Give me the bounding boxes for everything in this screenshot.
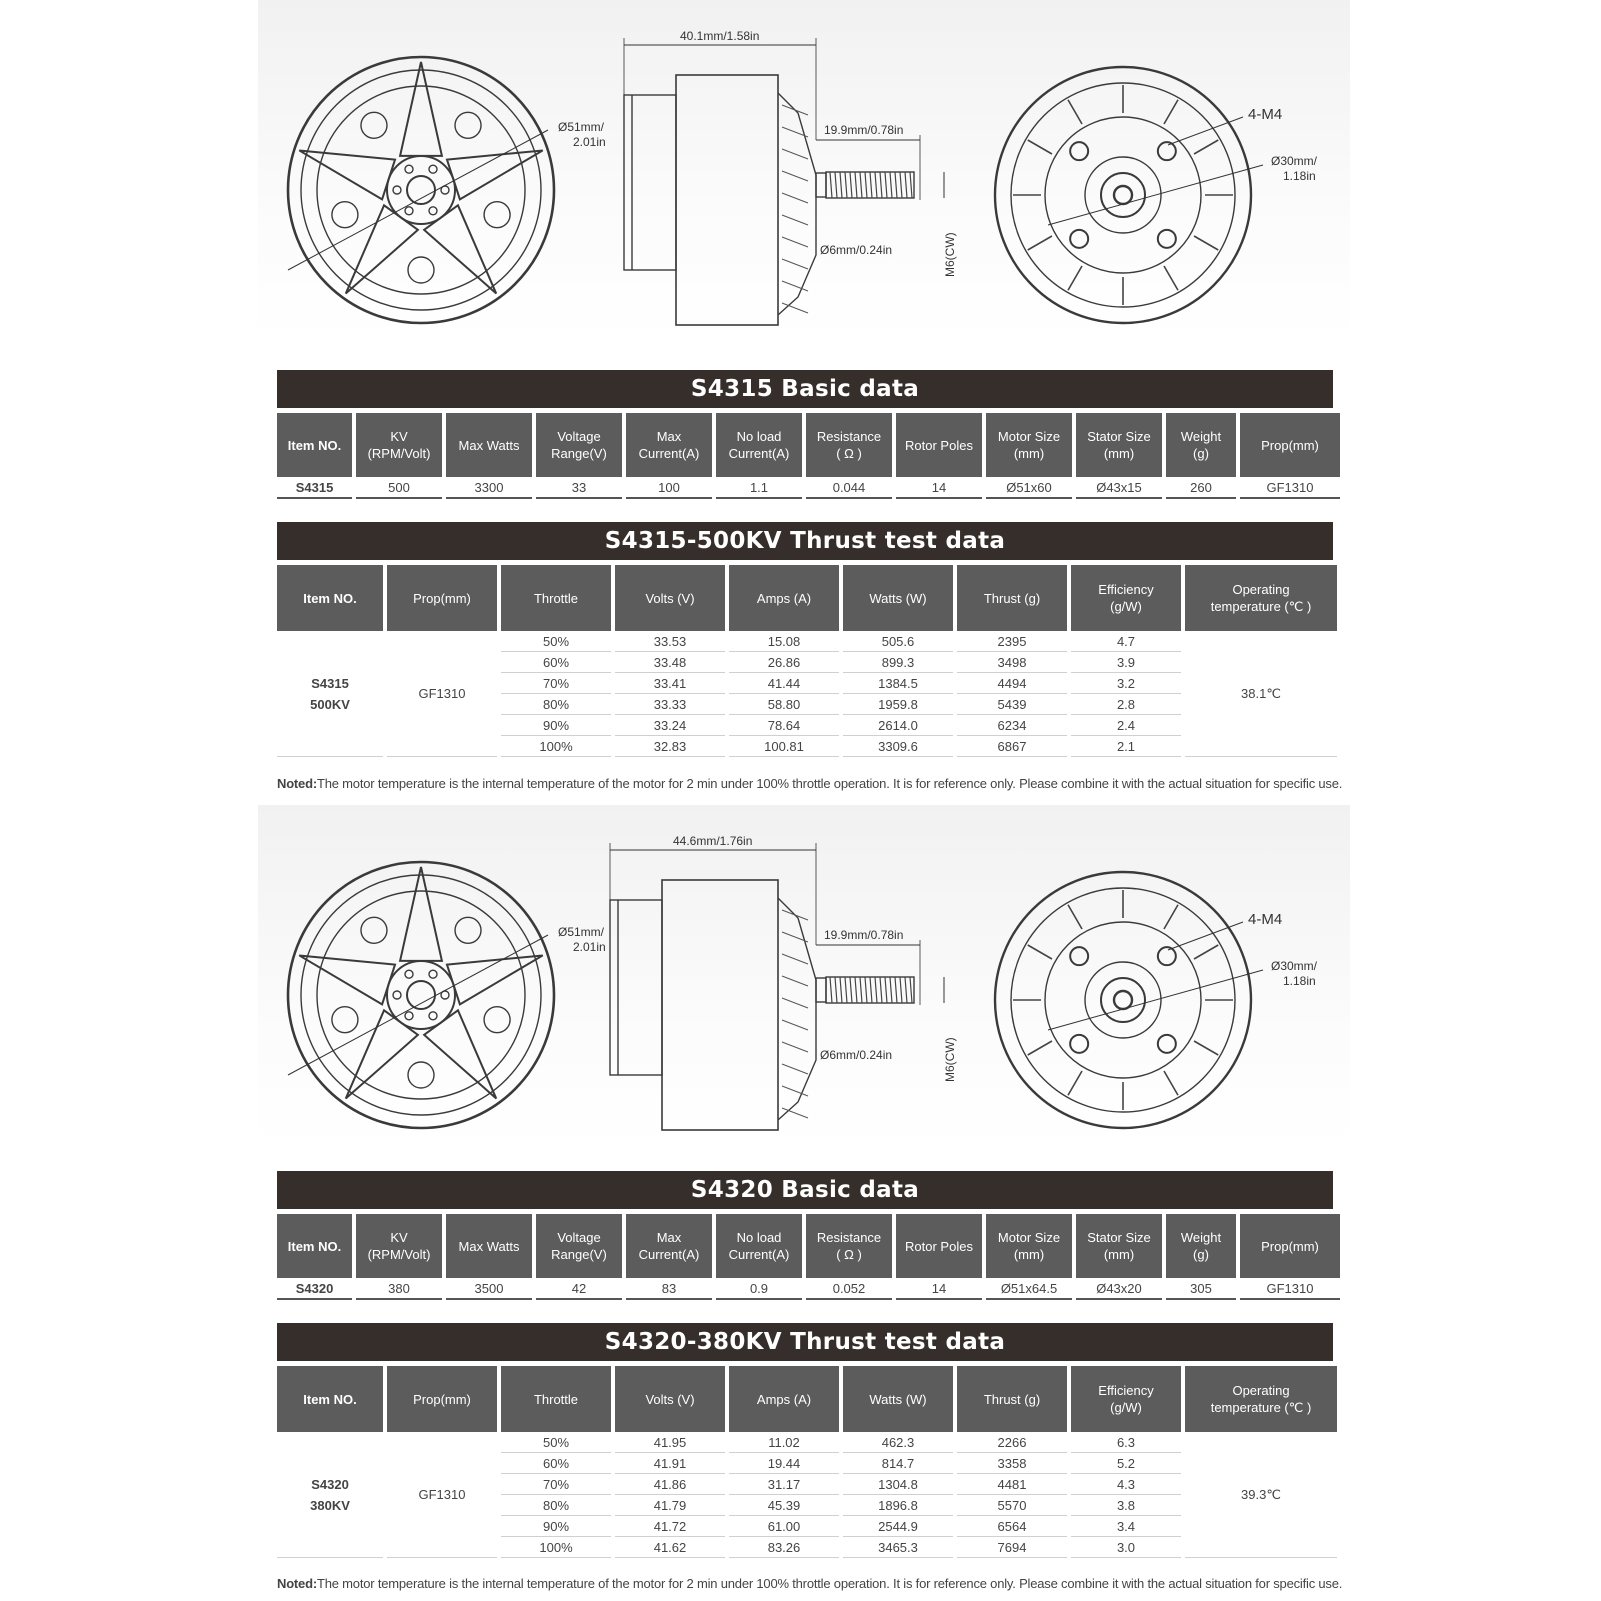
thrust-value-cell: 3.4 [1071, 1516, 1181, 1537]
basic-header-cell [277, 413, 352, 477]
thrust-header-cell-line: Prop(mm) [413, 590, 471, 606]
front-view [288, 862, 606, 1128]
thrust-value-cell: 11.02 [729, 1432, 839, 1453]
thrust-value-cell: 100.81 [729, 736, 839, 757]
overall-length-label: 44.6mm/1.76in [673, 834, 753, 848]
thrust-value-cell: 2.4 [1071, 715, 1181, 736]
thrust-value-cell: 41.72 [615, 1516, 725, 1537]
thrust-value-cell: 33.24 [615, 715, 725, 736]
thrust-value-cell: 3465.3 [843, 1537, 953, 1558]
shaft-length-label: 19.9mm/0.78in [824, 928, 904, 942]
thrust-value-cell: 26.86 [729, 652, 839, 673]
mount-holes-label: 4-M4 [1248, 911, 1283, 928]
basic-header-cell [896, 1214, 982, 1278]
thrust-value-cell: 2266 [957, 1432, 1067, 1453]
basic-header-cell [1166, 1214, 1236, 1278]
basic-header-cell-line: (mm) [1103, 446, 1135, 461]
thrust-header-cell-line: Throttle [533, 590, 579, 606]
thrust-value-cell: 33.41 [615, 673, 725, 694]
thrust-value-cell: 4.7 [1071, 631, 1181, 652]
basic-header-cell-line: Stator Size [1087, 1230, 1151, 1245]
thrust-value-cell: 3309.6 [843, 736, 953, 757]
thrust-prop-cell: GF1310 [387, 1432, 497, 1558]
basic-header-cell-line: Max [656, 1230, 682, 1245]
thrust-value-cell: 3.8 [1071, 1495, 1181, 1516]
basic-header-cell-line: Item NO. [287, 1238, 342, 1254]
thrust-value-cell: 41.86 [615, 1474, 725, 1495]
basic-header-cell [446, 1214, 532, 1278]
thrust-value-cell: 19.44 [729, 1453, 839, 1474]
thrust-value-cell: 4.3 [1071, 1474, 1181, 1495]
basic-value-row [277, 477, 1340, 499]
basic-value-cell: 42 [536, 1278, 622, 1300]
basic-header-cell [536, 413, 622, 477]
basic-value-cell: 14 [896, 1278, 982, 1300]
basic-header-cell-line: Current(A) [728, 446, 790, 461]
basic-header-cell [356, 413, 442, 477]
basic-header-cell-line: Rotor Poles [905, 1238, 973, 1254]
thrust-value-cell: 33.33 [615, 694, 725, 715]
thrust-item-line: S4315 [311, 675, 349, 691]
thrust-value-cell: 7694 [957, 1537, 1067, 1558]
basic-header-cell-line: No load [736, 429, 782, 444]
bolt-circle-label-line1: Ø30mm/ [1271, 959, 1318, 973]
thrust-value-cell: 3498 [957, 652, 1067, 673]
thread-label: M6(CW) [943, 232, 957, 277]
basic-header-cell-line: ( Ω ) [836, 1247, 862, 1262]
basic-header-row [277, 1214, 1340, 1278]
basic-header-cell-line: Max [656, 429, 682, 444]
basic-header-cell-line: Prop(mm) [1261, 437, 1319, 453]
thrust-data-title: S4315-500KV Thrust test data [277, 522, 1333, 560]
rear-view [995, 872, 1318, 1128]
basic-header-cell-line: (RPM/Volt) [367, 446, 431, 461]
thrust-value-cell: 50% [501, 1432, 611, 1453]
thrust-value-cell: 33.48 [615, 652, 725, 673]
basic-header-cell-line: Resistance [816, 429, 882, 444]
basic-header-cell-line: No load [736, 1230, 782, 1245]
basic-header-cell [1240, 1214, 1340, 1278]
basic-value-cell: GF1310 [1240, 1278, 1340, 1300]
thrust-value-cell: 1384.5 [843, 673, 953, 694]
thrust-value-cell: 80% [501, 694, 611, 715]
front-view [288, 57, 606, 323]
basic-header-cell-line: Max Watts [458, 437, 520, 453]
basic-value-cell: Ø51x60 [986, 477, 1072, 499]
thrust-header-cell-line: Volts (V) [645, 590, 695, 606]
basic-header-cell-line: (g) [1193, 446, 1209, 461]
basic-value-row [277, 1278, 1340, 1300]
thrust-value-cell: 1304.8 [843, 1474, 953, 1495]
thrust-header-cell-line: Item NO. [303, 590, 357, 606]
basic-header-cell-line: Stator Size [1087, 429, 1151, 444]
basic-value-cell: 83 [626, 1278, 712, 1300]
basic-value-cell: Ø43x15 [1076, 477, 1162, 499]
thrust-header-cell [277, 1366, 383, 1432]
thrust-value-cell: 3.0 [1071, 1537, 1181, 1558]
thrust-value-cell: 6.3 [1071, 1432, 1181, 1453]
thrust-value-cell: 100% [501, 736, 611, 757]
thrust-value-cell: 90% [501, 715, 611, 736]
basic-data-section [277, 1171, 1333, 1300]
basic-data-table [273, 1214, 1344, 1300]
basic-header-cell [1076, 1214, 1162, 1278]
basic-value-cell: 305 [1166, 1278, 1236, 1300]
thrust-header-cell [501, 565, 611, 631]
basic-header-cell-line: Motor Size [997, 1230, 1061, 1245]
thrust-value-cell: 60% [501, 1453, 611, 1474]
thrust-header-cell-line: Item NO. [303, 1391, 357, 1407]
thrust-value-cell: 4494 [957, 673, 1067, 694]
basic-header-cell [1240, 413, 1340, 477]
thrust-header-cell [843, 565, 953, 631]
thrust-data-title: S4320-380KV Thrust test data [277, 1323, 1333, 1361]
thrust-value-cell: 41.91 [615, 1453, 725, 1474]
thrust-header-cell-line: Efficiency [1098, 582, 1154, 597]
basic-header-row [277, 413, 1340, 477]
basic-value-cell: 260 [1166, 477, 1236, 499]
thrust-header-cell-line: Efficiency [1098, 1383, 1154, 1398]
thrust-value-cell: 90% [501, 1516, 611, 1537]
basic-header-cell-line: Current(A) [728, 1247, 790, 1262]
thrust-item-line: 500KV [310, 696, 350, 712]
basic-value-cell: 0.052 [806, 1278, 892, 1300]
rear-view [995, 67, 1318, 323]
thrust-value-cell: 33.53 [615, 631, 725, 652]
thrust-header-cell-line: Volts (V) [645, 1391, 695, 1407]
side-view [624, 29, 957, 325]
basic-header-cell-line: (RPM/Volt) [367, 1247, 431, 1262]
side-view [610, 834, 957, 1130]
thrust-value-cell: 3.2 [1071, 673, 1181, 694]
basic-data-title: S4315 Basic data [277, 370, 1333, 408]
thrust-value-cell: 80% [501, 1495, 611, 1516]
thrust-value-cell: 60% [501, 652, 611, 673]
basic-header-cell-line: Current(A) [638, 446, 700, 461]
basic-header-cell [986, 413, 1072, 477]
basic-header-cell-line: (mm) [1013, 446, 1045, 461]
thrust-header-cell-line: Watts (W) [869, 590, 927, 606]
basic-data-table [273, 413, 1344, 499]
basic-header-cell [1076, 413, 1162, 477]
basic-header-cell-line: Voltage [557, 1230, 601, 1245]
thrust-header-cell [957, 565, 1067, 631]
thrust-value-cell: 2.8 [1071, 694, 1181, 715]
basic-value-cell: GF1310 [1240, 477, 1340, 499]
basic-header-cell [716, 1214, 802, 1278]
thrust-header-cell [501, 1366, 611, 1432]
shaft-diameter-label: Ø6mm/0.24in [820, 243, 893, 257]
thrust-row [277, 631, 1337, 652]
footnote-label: Noted: [277, 776, 317, 791]
footnote-label: Noted: [277, 1576, 317, 1591]
thrust-header-cell-line: Prop(mm) [413, 1391, 471, 1407]
basic-header-cell-line: Rotor Poles [905, 437, 973, 453]
basic-value-cell: 33 [536, 477, 622, 499]
basic-header-cell [1166, 413, 1236, 477]
basic-value-cell: 500 [356, 477, 442, 499]
thrust-value-cell: 899.3 [843, 652, 953, 673]
basic-value-cell: 100 [626, 477, 712, 499]
thrust-header-cell [615, 565, 725, 631]
bolt-circle-label-line2: 1.18in [1283, 974, 1316, 988]
basic-value-cell: 3300 [446, 477, 532, 499]
basic-value-cell: 1.1 [716, 477, 802, 499]
thrust-header-cell [957, 1366, 1067, 1432]
thrust-data-section [277, 522, 1333, 757]
thrust-value-cell: 50% [501, 631, 611, 652]
basic-header-cell-line: (g) [1193, 1247, 1209, 1262]
thrust-header-cell [387, 1366, 497, 1432]
thrust-value-cell: 3.9 [1071, 652, 1181, 673]
basic-header-cell [626, 413, 712, 477]
diameter-label-line1: Ø51mm/ [558, 925, 605, 939]
thrust-header-cell-line: Thrust (g) [983, 1391, 1041, 1407]
basic-header-cell-line: Max Watts [458, 1238, 520, 1254]
thrust-header-cell-line: temperature (℃ ) [1210, 599, 1312, 614]
basic-header-cell [277, 1214, 352, 1278]
basic-header-cell-line: Resistance [816, 1230, 882, 1245]
basic-header-cell-line: Range(V) [551, 1247, 607, 1262]
thrust-value-cell: 70% [501, 1474, 611, 1495]
basic-value-cell: 14 [896, 477, 982, 499]
basic-value-cell: Ø51x64.5 [986, 1278, 1072, 1300]
thread-label: M6(CW) [943, 1037, 957, 1082]
thrust-value-cell: 2.1 [1071, 736, 1181, 757]
basic-value-cell: 3500 [446, 1278, 532, 1300]
thrust-value-cell: 1959.8 [843, 694, 953, 715]
thrust-value-cell: 70% [501, 673, 611, 694]
basic-header-cell [986, 1214, 1072, 1278]
basic-header-cell-line: Weight [1180, 1230, 1222, 1245]
diameter-label-line1: Ø51mm/ [558, 120, 605, 134]
basic-header-cell-line: ( Ω ) [836, 446, 862, 461]
mount-holes-label: 4-M4 [1248, 106, 1283, 123]
footnote-text: The motor temperature is the internal temperature of the motor for 2 min under 100% throttle operation. It is for reference only. Please combine it with the actual situation for specific use. [316, 1576, 1343, 1591]
diameter-label-line2: 2.01in [573, 940, 606, 954]
thrust-item-line: 380KV [310, 1497, 350, 1513]
shaft-length-label: 19.9mm/0.78in [824, 123, 904, 137]
thrust-data-table [273, 565, 1341, 757]
thrust-value-cell: 41.44 [729, 673, 839, 694]
basic-data-section [277, 370, 1333, 499]
thrust-value-cell: 5570 [957, 1495, 1067, 1516]
thrust-header-cell [1185, 565, 1337, 631]
basic-header-cell-line: Item NO. [287, 437, 342, 453]
thrust-header-row [277, 1366, 1337, 1432]
thrust-header-cell-line: Operating [1232, 582, 1290, 597]
thrust-value-cell: 32.83 [615, 736, 725, 757]
basic-value-cell: 380 [356, 1278, 442, 1300]
thrust-header-cell [843, 1366, 953, 1432]
thrust-header-cell-line: Thrust (g) [983, 590, 1041, 606]
basic-header-cell-line: Prop(mm) [1261, 1238, 1319, 1254]
thrust-header-cell [1071, 1366, 1181, 1432]
thrust-value-cell: 100% [501, 1537, 611, 1558]
basic-header-cell [896, 413, 982, 477]
basic-header-cell-line: KV [390, 429, 408, 444]
bolt-circle-label-line1: Ø30mm/ [1271, 154, 1318, 168]
basic-header-cell [446, 413, 532, 477]
thrust-header-cell [615, 1366, 725, 1432]
thrust-header-cell-line: temperature (℃ ) [1210, 1400, 1312, 1415]
basic-value-cell: Ø43x20 [1076, 1278, 1162, 1300]
basic-header-cell-line: (mm) [1013, 1247, 1045, 1262]
basic-header-cell-line: (mm) [1103, 1247, 1135, 1262]
thrust-data-table [273, 1366, 1341, 1558]
thrust-header-cell-line: Throttle [533, 1391, 579, 1407]
thrust-value-cell: 5.2 [1071, 1453, 1181, 1474]
basic-value-cell: 0.9 [716, 1278, 802, 1300]
thrust-value-cell: 41.62 [615, 1537, 725, 1558]
basic-header-cell [536, 1214, 622, 1278]
thrust-value-cell: 6867 [957, 736, 1067, 757]
thrust-value-cell: 2395 [957, 631, 1067, 652]
basic-value-cell: S4315 [277, 477, 352, 499]
thrust-header-cell [729, 565, 839, 631]
thrust-value-cell: 2614.0 [843, 715, 953, 736]
thrust-row [277, 1432, 1337, 1453]
thrust-header-cell-line: Operating [1232, 1383, 1290, 1398]
basic-header-cell-line: Range(V) [551, 446, 607, 461]
basic-header-cell [356, 1214, 442, 1278]
thrust-value-cell: 1896.8 [843, 1495, 953, 1516]
basic-header-cell-line: Current(A) [638, 1247, 700, 1262]
thrust-header-cell-line: Amps (A) [756, 1391, 812, 1407]
thrust-value-cell: 505.6 [843, 631, 953, 652]
thrust-value-cell: 45.39 [729, 1495, 839, 1516]
basic-header-cell-line: Motor Size [997, 429, 1061, 444]
thrust-header-cell [277, 565, 383, 631]
footnote [277, 1576, 1343, 1591]
basic-header-cell-line: KV [390, 1230, 408, 1245]
basic-header-cell [716, 413, 802, 477]
overall-length-label: 40.1mm/1.58in [680, 29, 760, 43]
thrust-value-cell: 61.00 [729, 1516, 839, 1537]
thrust-header-cell-line: Watts (W) [869, 1391, 927, 1407]
basic-value-cell: 0.044 [806, 477, 892, 499]
thrust-value-cell: 5439 [957, 694, 1067, 715]
thrust-value-cell: 78.64 [729, 715, 839, 736]
drawing-svg [258, 805, 1350, 1145]
thrust-value-cell: 58.80 [729, 694, 839, 715]
bolt-circle-label-line2: 1.18in [1283, 169, 1316, 183]
thrust-header-cell [1071, 565, 1181, 631]
drawing-svg [258, 0, 1350, 340]
basic-header-cell-line: Voltage [557, 429, 601, 444]
thrust-value-cell: 41.95 [615, 1432, 725, 1453]
thrust-temperature-cell: 38.1℃ [1185, 631, 1337, 757]
thrust-item-line: S4320 [311, 1476, 349, 1492]
thrust-item-cell [277, 1432, 383, 1558]
thrust-value-cell: 6234 [957, 715, 1067, 736]
basic-value-cell: S4320 [277, 1278, 352, 1300]
dimension-drawing [258, 0, 1350, 340]
basic-header-cell [626, 1214, 712, 1278]
shaft-diameter-label: Ø6mm/0.24in [820, 1048, 893, 1062]
thrust-value-cell: 462.3 [843, 1432, 953, 1453]
thrust-header-cell [387, 565, 497, 631]
basic-header-cell [806, 413, 892, 477]
thrust-prop-cell: GF1310 [387, 631, 497, 757]
thrust-temperature-cell: 39.3℃ [1185, 1432, 1337, 1558]
thrust-item-cell [277, 631, 383, 757]
basic-header-cell [806, 1214, 892, 1278]
thrust-value-cell: 6564 [957, 1516, 1067, 1537]
thrust-value-cell: 3358 [957, 1453, 1067, 1474]
basic-header-cell-line: Weight [1180, 429, 1222, 444]
thrust-header-cell [729, 1366, 839, 1432]
thrust-header-cell-line: (g/W) [1110, 599, 1142, 614]
thrust-value-cell: 31.17 [729, 1474, 839, 1495]
footnote-text: The motor temperature is the internal temperature of the motor for 2 min under 100% throttle operation. It is for reference only. Please combine it with the actual situation for specific use. [316, 776, 1343, 791]
dimension-drawing [258, 805, 1350, 1145]
thrust-value-cell: 41.79 [615, 1495, 725, 1516]
footnote [277, 776, 1343, 791]
thrust-header-row [277, 565, 1337, 631]
diameter-label-line2: 2.01in [573, 135, 606, 149]
thrust-data-section [277, 1323, 1333, 1558]
thrust-header-cell [1185, 1366, 1337, 1432]
thrust-value-cell: 4481 [957, 1474, 1067, 1495]
basic-data-title: S4320 Basic data [277, 1171, 1333, 1209]
thrust-header-cell-line: (g/W) [1110, 1400, 1142, 1415]
thrust-value-cell: 814.7 [843, 1453, 953, 1474]
thrust-header-cell-line: Amps (A) [756, 590, 812, 606]
thrust-value-cell: 2544.9 [843, 1516, 953, 1537]
thrust-value-cell: 15.08 [729, 631, 839, 652]
thrust-value-cell: 83.26 [729, 1537, 839, 1558]
